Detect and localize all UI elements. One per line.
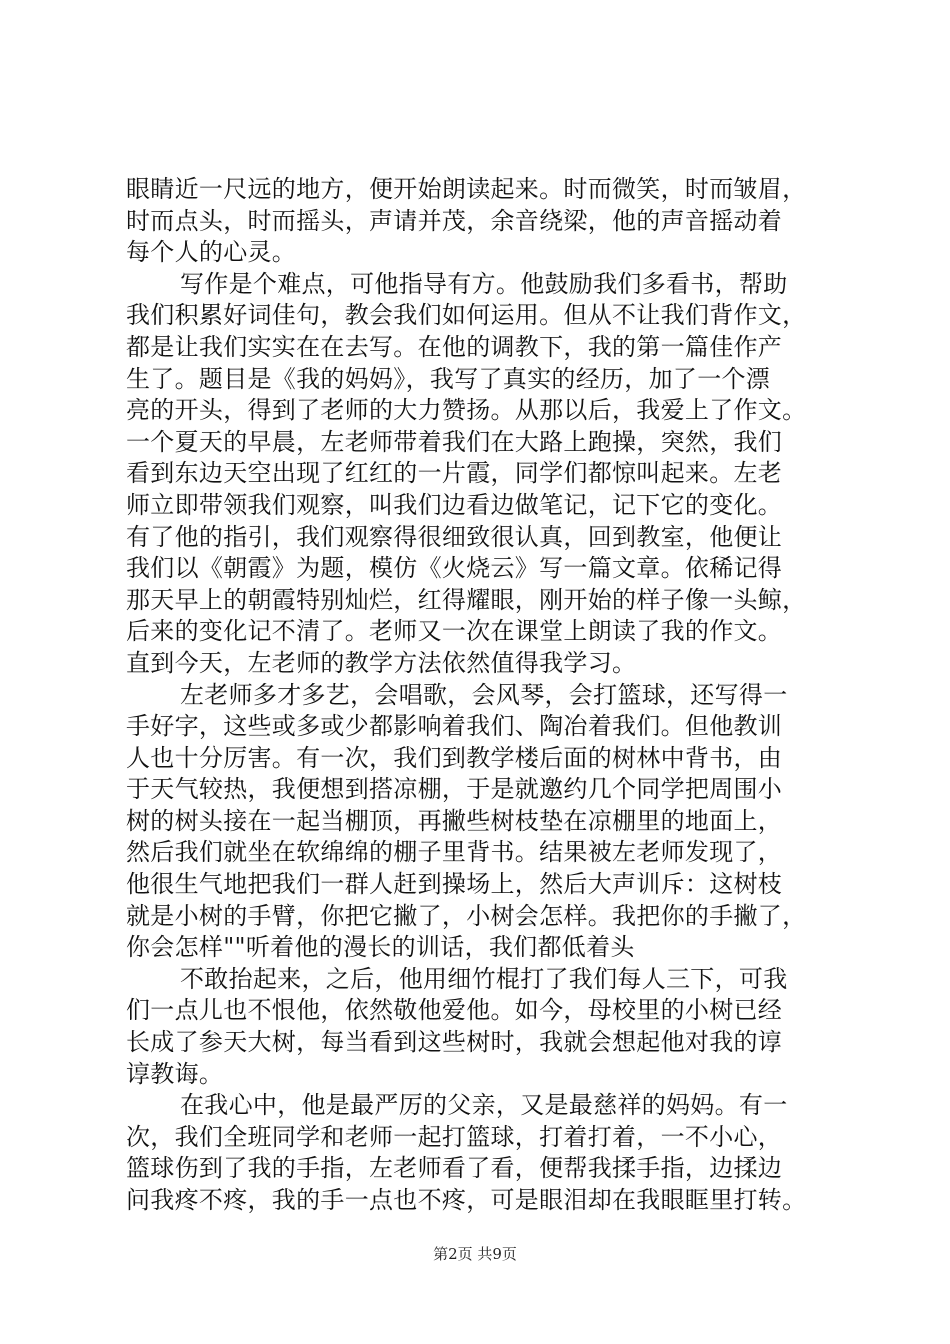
text-line: 人也十分厉害。有一次，我们到教学楼后面的树林中背书，由 [126,743,783,772]
text-line: 长成了参天大树，每当看到这些树时，我就会想起他对我的谆 [126,1028,783,1057]
text-line: 你会怎样""听着他的漫长的训话，我们都低着头 [126,933,635,962]
text-line: 眼睛近一尺远的地方，便开始朗读起来。时而微笑，时而皱眉， [126,175,807,203]
text-line: 写作是个难点，可他指导有方。他鼓励我们多看书，帮助 [180,269,788,298]
text-line: 问我疼不疼，我的手一点也不疼，可是眼泪却在我眼眶里打转。 [126,1186,807,1214]
text-line: 于天气较热，我便想到搭凉棚，于是就邀约几个同学把周围小 [126,775,783,804]
text-line: 然后我们就坐在软绵绵的棚子里背书。结果被左老师发现了， [126,838,783,867]
text-line: 亮的开头，得到了老师的大力赞扬。从那以后，我爱上了作文。 [126,396,807,425]
text-line: 左老师多才多艺，会唱歌，会风琴，会打篮球，还写得一 [180,680,788,709]
text-line: 手好字，这些或多或少都影响着我们、陶冶着我们。但他教训 [126,712,783,741]
document-body [126,174,826,1217]
page-footer: 第2页 共9页 [433,1245,517,1263]
text-line: 谆教诲。 [126,1059,224,1088]
text-line: 师立即带领我们观察，叫我们边看边做笔记，记下它的变化。 [126,490,783,519]
text-line: 一个夏天的早晨，左老师带着我们在大路上跑操，突然，我们 [126,427,783,456]
text-line: 就是小树的手臂，你把它撇了，小树会怎样。我把你的手撇了， [126,901,807,930]
text-line: 直到今天，左老师的教学方法依然值得我学习。 [126,648,637,677]
text-line: 有了他的指引，我们观察得很细致很认真，回到教室，他便让 [126,522,783,551]
text-line: 每个人的心灵。 [126,238,297,267]
text-line: 都是让我们实实在在去写。在他的调教下，我的第一篇佳作产 [126,332,783,361]
text-line: 我们以《朝霞》为题，模仿《火烧云》写一篇文章。依稀记得 [126,554,783,583]
text-line: 时而点头，时而摇头，声请并茂，余音绕梁，他的声音摇动着 [126,206,783,235]
text-line: 后来的变化记不清了。老师又一次在课堂上朗读了我的作文。 [126,617,783,646]
text-line: 们一点儿也不恨他，依然敬他爱他。如今，母校里的小树已经 [126,996,783,1025]
text-line: 篮球伤到了我的手指，左老师看了看，便帮我揉手指，边揉边 [126,1154,783,1183]
text-line: 不敢抬起来，之后，他用细竹棍打了我们每人三下，可我 [180,964,788,993]
text-line: 生了。题目是《我的妈妈》，我写了真实的经历，加了一个漂 [126,364,771,393]
text-line: 次，我们全班同学和老师一起打篮球，打着打着，一不小心， [126,1122,783,1151]
text-line: 看到东边天空出现了红红的一片霞，同学们都惊叫起来。左老 [126,459,783,488]
text-line: 树的树头接在一起当棚顶，再撇些树枝垫在凉棚里的地面上， [126,806,783,835]
text-line: 他很生气地把我们一群人赶到操场上，然后大声训斥：这树枝 [126,870,783,899]
text-line: 我们积累好词佳句，教会我们如何运用。但从不让我们背作文， [126,301,807,330]
text-line: 那天早上的朝霞特别灿烂，红得耀眼，刚开始的样子像一头鲸， [126,585,807,614]
text-line: 在我心中，他是最严厉的父亲，又是最慈祥的妈妈。有一 [180,1091,788,1120]
